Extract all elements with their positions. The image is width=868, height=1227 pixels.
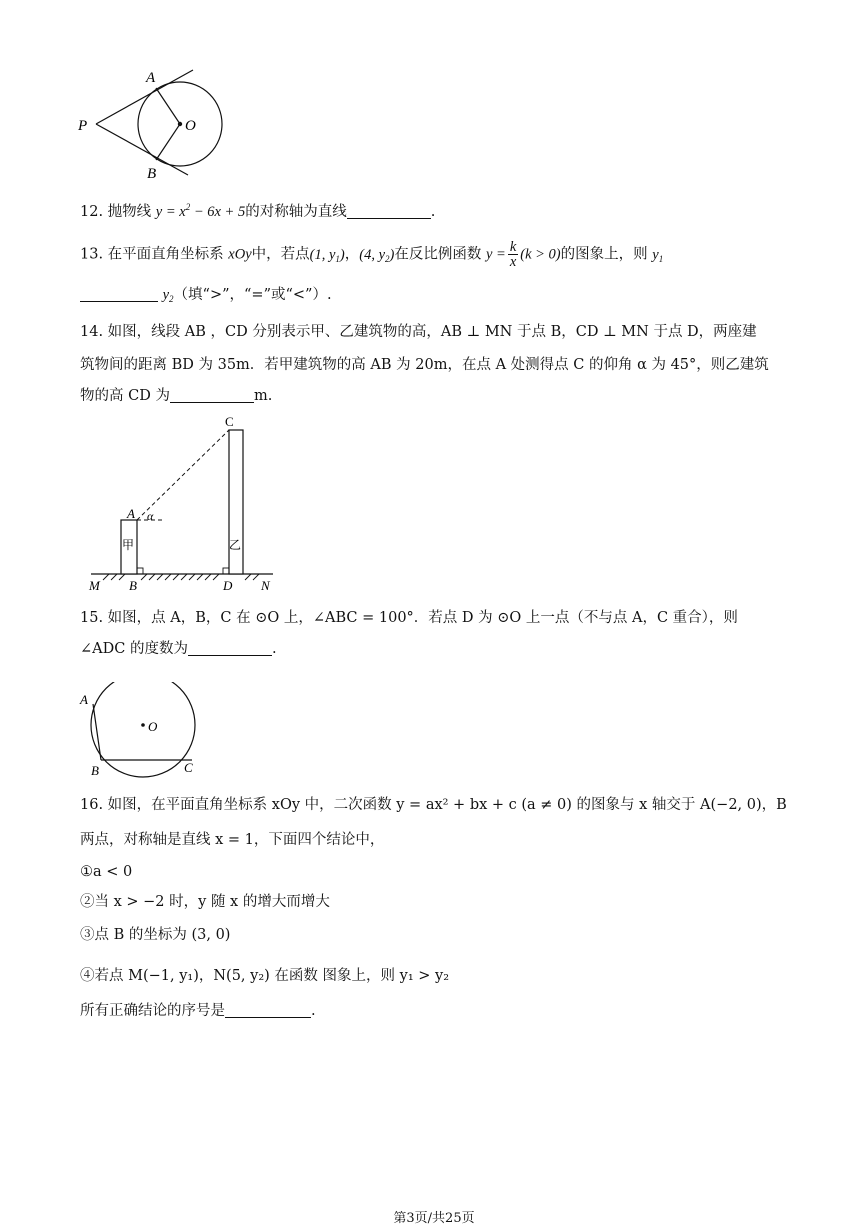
ground-hatching [103, 574, 259, 580]
q15-line-1: 如图，点 A，B，C 在 ⊙O 上，∠ABC = 100°．若点 D 为 ⊙O 上一点（不与点 A，C 重合），则 [107, 610, 738, 626]
question-15-line-2 [80, 639, 277, 659]
q13-point-1: (1, $y_1$) [309, 246, 345, 264]
answer-blank[interactable] [80, 301, 158, 302]
buildings-figure [85, 412, 285, 597]
q12-text-b: 的对称轴为直线 [245, 204, 347, 220]
question-16-last-line [80, 1001, 316, 1021]
label-c: C [225, 414, 234, 429]
answer-blank[interactable] [225, 1017, 311, 1018]
q16-line-2: 两点，对称轴是直线 x = 1，下面四个结论中， [80, 832, 385, 848]
label-a: A [146, 70, 156, 86]
answer-blank[interactable] [188, 655, 272, 656]
center-dot [141, 723, 145, 727]
circle-figure [76, 682, 206, 782]
tangent-circle-figure [70, 58, 240, 188]
q14-line-2: 筑物间的距离 BD 为 35m．若甲建筑物的高 AB 为 20m，在点 A 处测得点 C 的仰角 α 为 45°，则乙建筑 [80, 357, 769, 373]
label-b: B [91, 763, 99, 778]
q13-cond: (k > 0) [520, 246, 561, 263]
conclusion-4: ④若点 M(−1, y₁)，N(5, y₂) 在函数 图象上，则 y₁ > y₂ [80, 968, 450, 984]
conclusion-3: ③点 B 的坐标为 (3, 0) [80, 927, 231, 943]
question-14-line-3 [80, 386, 272, 406]
label-p: P [78, 118, 88, 134]
q13-text-b: 中，若点 [251, 246, 310, 263]
circle-o [91, 682, 195, 777]
q16-last-a: 所有正确结论的序号是 [80, 1003, 225, 1019]
label-m: M [89, 578, 100, 593]
label-a: A [127, 506, 135, 521]
question-12 [80, 197, 435, 222]
label-jia: 甲 [122, 538, 135, 552]
label-yi: 乙 [229, 538, 242, 552]
question-number: 14. [80, 324, 104, 340]
q13-func: y = [485, 246, 506, 263]
question-15-line-1 [80, 608, 738, 628]
q13-text-a: 在平面直角坐标系 [107, 246, 224, 263]
page-footer: 第3页/共25页 [393, 1211, 475, 1226]
label-a: A [80, 692, 88, 707]
q16-line-1: 如图，在平面直角坐标系 xOy 中，二次函数 y = ax² + bx + c (a ≠ 0) 的图象与 x 轴交于 A(−2, 0)，B [107, 797, 787, 813]
radius-ob [156, 124, 180, 160]
q13-text-d: 的图象上，则 [560, 246, 648, 263]
question-13-line-2 [80, 285, 332, 309]
q13-fraction: $\frac{k}{x}$ [509, 239, 517, 270]
question-14-line-1 [80, 322, 757, 342]
label-o: O [185, 118, 196, 134]
label-n: N [261, 578, 270, 593]
right-angle-d [223, 568, 229, 574]
q14-line-3-b: m. [253, 388, 273, 404]
q13-xoy: xOy [228, 246, 252, 263]
q13-hint: （填“>”，“=”或“<”）. [173, 287, 332, 303]
q13-y1: $y_1$ [652, 246, 664, 264]
chord-ab [93, 704, 101, 760]
q12-text-a: 抛物线 [107, 204, 152, 220]
question-number: 15. [80, 610, 104, 626]
question-13 [80, 240, 663, 269]
q13-text-c: 在反比例函数 [394, 246, 482, 263]
q15-line-2-a: ∠ADC 的度数为 [80, 641, 188, 657]
q12-formula: $y = x^2 - 6x + 5$ [155, 202, 246, 220]
center-dot [178, 122, 182, 126]
question-number: 12. [80, 204, 104, 220]
answer-blank[interactable] [347, 218, 431, 219]
label-alpha: α [147, 509, 154, 523]
label-c: C [184, 760, 193, 775]
q12-tail: . [430, 204, 436, 220]
tangent-line-pa [96, 70, 193, 124]
q13-point-2: (4, $y_2$) [359, 246, 395, 264]
question-number: 13. [80, 246, 104, 263]
q16-last-b: . [311, 1003, 316, 1019]
q14-line-1: 如图，线段 AB ，CD 分别表示甲、乙建筑物的高，AB ⊥ MN 于点 B，CD ⊥ MN 于点 D，两座建 [107, 324, 757, 340]
question-16-line-2 [80, 830, 384, 850]
question-16-line-1 [80, 795, 787, 815]
label-o: O [148, 719, 158, 734]
q14-line-3-a: 物的高 CD 为 [80, 388, 170, 404]
label-b: B [147, 166, 157, 182]
question-14-line-2 [80, 355, 769, 375]
building-yi [229, 430, 243, 574]
conclusion-1: ①a < 0 [80, 864, 133, 880]
question-number: 16. [80, 797, 104, 813]
radius-oa [156, 88, 180, 124]
q15-line-2-b: . [271, 641, 277, 657]
right-angle-b [137, 568, 143, 574]
sight-line-ac [137, 430, 229, 520]
label-d: D [223, 578, 233, 593]
q13-comma: ， [344, 246, 360, 263]
conclusion-2: ②当 x > −2 时，y 随 x 的增大而增大 [80, 894, 330, 910]
answer-blank[interactable] [170, 402, 254, 403]
q13-y2: $y_2$ [162, 287, 174, 304]
label-b: B [129, 578, 137, 593]
